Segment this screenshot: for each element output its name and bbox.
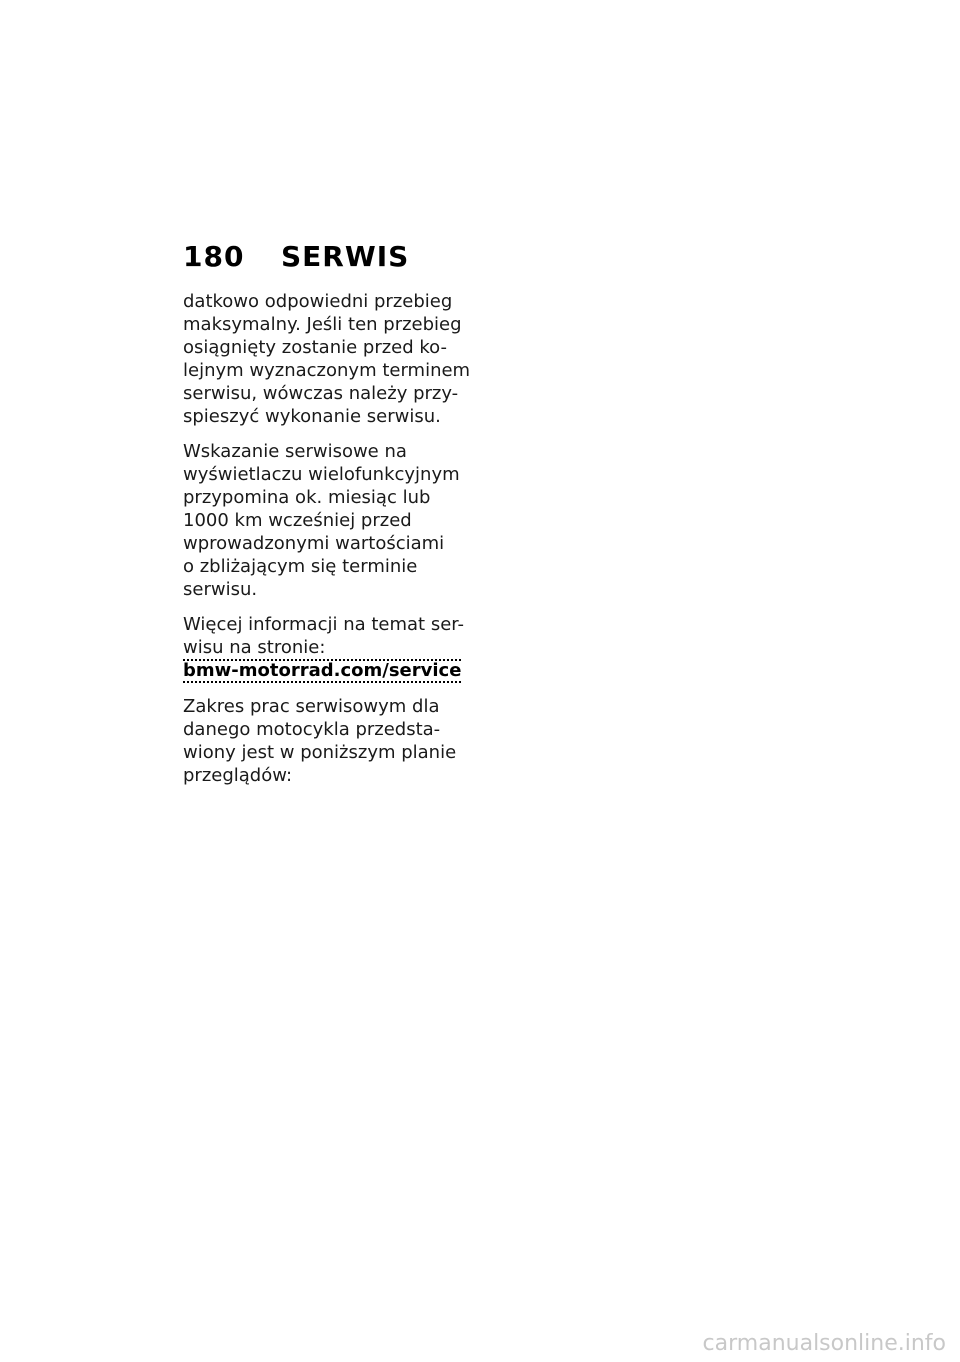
- text-line: serwisu, wówczas należy przy-: [183, 383, 459, 404]
- section-title: SERWIS: [281, 240, 410, 273]
- text-line: danego motocykla przedsta-: [183, 719, 441, 740]
- paragraph-service-indicator: [183, 440, 460, 601]
- text-line: maksymalny. Jeśli ten przebieg: [183, 314, 462, 335]
- text-line: 1000 km wcześniej przed: [183, 510, 412, 531]
- text-line: Więcej informacji na temat ser-: [183, 614, 465, 635]
- text-line: serwisu.: [183, 579, 258, 600]
- text-line: osiągnięty zostanie przed ko-: [183, 337, 448, 358]
- text-line: wiony jest w poniższym planie: [183, 742, 457, 763]
- page-number: 180: [183, 240, 245, 273]
- text-line: spieszyć wykonanie serwisu.: [183, 406, 441, 427]
- text-line: przypomina ok. miesiąc lub: [183, 487, 431, 508]
- text-line: Zakres prac serwisowym dla: [183, 696, 440, 717]
- text-line: przeglądów:: [183, 765, 293, 786]
- text-line: datkowo odpowiedni przebieg: [183, 291, 453, 312]
- paragraph-more-info: [183, 613, 465, 683]
- service-link[interactable]: bmw-motorrad.com/service: [183, 660, 462, 681]
- paragraph-mileage: [183, 290, 471, 428]
- paragraph-scope: [183, 695, 457, 787]
- watermark: carmanualsonline.info: [702, 1331, 946, 1356]
- text-line: lejnym wyznaczonym terminem: [183, 360, 471, 381]
- text-line: wisu na stronie:: [183, 637, 326, 658]
- text-line: wyświetlaczu wielofunkcyjnym: [183, 464, 460, 485]
- text-line: wprowadzonymi wartościami: [183, 533, 445, 554]
- text-line: Wskazanie serwisowe na: [183, 441, 407, 462]
- page-header: [183, 240, 409, 280]
- text-line: o zbliżającym się terminie: [183, 556, 418, 577]
- text-column: [183, 290, 471, 799]
